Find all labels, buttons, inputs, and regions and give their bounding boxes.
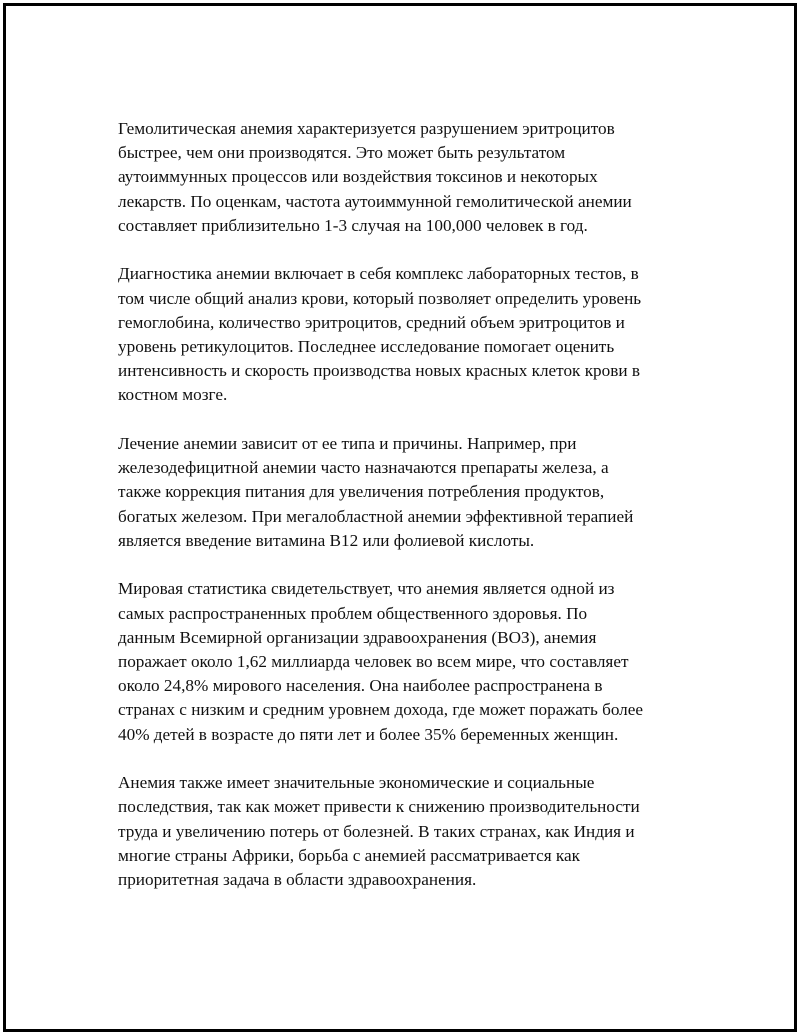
document-body bbox=[118, 117, 718, 917]
paragraph-economic-consequences bbox=[118, 771, 718, 892]
text-line: самых распространенных проблем общественного здоровья. По bbox=[118, 603, 588, 623]
text-line: аутоиммунных процессов или воздействия токсинов и некоторых bbox=[118, 167, 598, 187]
text-line: является введение витамина B12 или фолиевой кислоты. bbox=[118, 530, 535, 550]
text-line: около 24,8% мирового населения. Она наиболее распространена в bbox=[118, 676, 603, 696]
text-line: 40% детей в возрасте до пяти лет и более 35% беременных женщин. bbox=[118, 724, 619, 744]
text-line: том числе общий анализ крови, который позволяет определить уровень bbox=[118, 288, 642, 308]
text-line: уровень ретикулоцитов. Последнее исследование помогает оценить bbox=[118, 337, 615, 357]
text-line: быстрее, чем они производятся. Это может быть результатом bbox=[118, 143, 566, 163]
text-line: Мировая статистика свидетельствует, что анемия является одной из bbox=[118, 579, 615, 599]
paragraph-treatment bbox=[118, 432, 718, 553]
text-line: Анемия также имеет значительные экономические и социальные bbox=[118, 773, 595, 793]
paragraph-world-statistics bbox=[118, 577, 718, 746]
text-line: костном мозге. bbox=[118, 385, 228, 405]
text-line: последствия, так как может привести к снижению производительности bbox=[118, 797, 640, 817]
text-line: железодефицитной анемии часто назначаются препараты железа, а bbox=[118, 458, 609, 478]
text-line: Лечение анемии зависит от ее типа и причины. Например, при bbox=[118, 434, 577, 454]
paragraph-diagnostics bbox=[118, 262, 718, 407]
text-line: интенсивность и скорость производства новых красных клеток крови в bbox=[118, 361, 640, 381]
text-line: приоритетная задача в области здравоохранения. bbox=[118, 870, 477, 890]
text-line: лекарств. По оценкам, частота аутоиммунной гемолитической анемии bbox=[118, 191, 632, 211]
text-line: многие страны Африки, борьба с анемией рассматривается как bbox=[118, 845, 581, 865]
text-line: Диагностика анемии включает в себя комплекс лабораторных тестов, в bbox=[118, 264, 639, 284]
text-line: также коррекция питания для увеличения потребления продуктов, bbox=[118, 482, 605, 502]
text-line: поражает около 1,62 миллиарда человек во всем мире, что составляет bbox=[118, 652, 629, 672]
text-line: составляет приблизительно 1-3 случая на 100,000 человек в год. bbox=[118, 215, 588, 235]
text-line: данным Всемирной организации здравоохранения (ВОЗ), анемия bbox=[118, 627, 597, 647]
text-line: странах с низким и средним уровнем дохода, где может поражать более bbox=[118, 700, 644, 720]
text-line: Гемолитическая анемия характеризуется разрушением эритроцитов bbox=[118, 119, 615, 138]
paragraph-hemolytic-anemia bbox=[118, 117, 718, 238]
text-line: богатых железом. При мегалобластной анемии эффективной терапией bbox=[118, 506, 634, 526]
text-line: труда и увеличению потерь от болезней. В таких странах, как Индия и bbox=[118, 821, 635, 841]
text-line: гемоглобина, количество эритроцитов, средний объем эритроцитов и bbox=[118, 312, 625, 332]
